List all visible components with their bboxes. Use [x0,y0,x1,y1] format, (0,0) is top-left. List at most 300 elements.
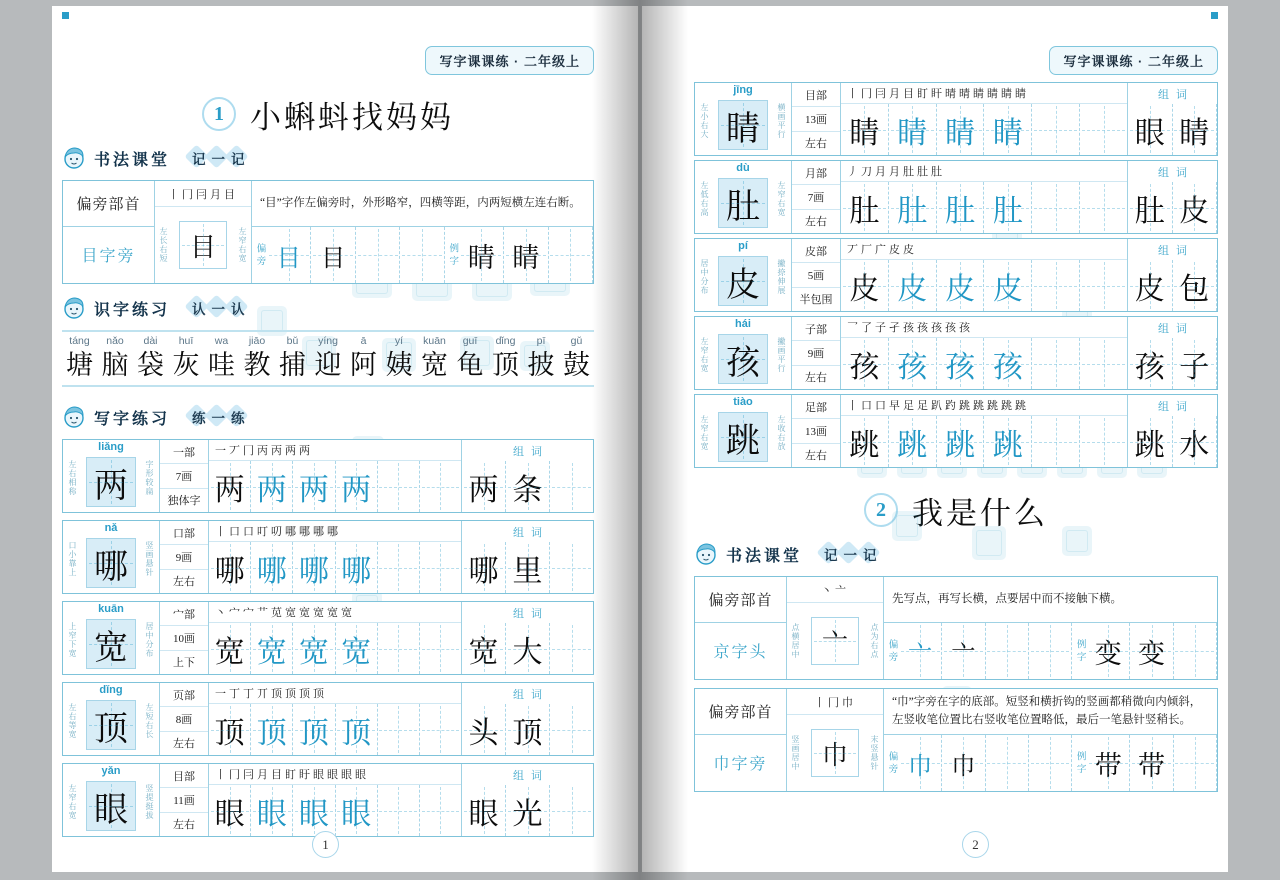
radical-model-box [179,221,227,269]
stroke-count-label: 5画 [792,263,840,287]
practice-cell-empty [378,623,420,674]
recognition-item [524,335,559,381]
pinyin-label: pī [536,335,546,347]
practice-row [694,82,1218,156]
radical-label: 月部 [792,161,840,185]
practice-area [209,764,461,836]
radical-model-char: 亠 [821,628,848,658]
word-cell: 跳 [1128,416,1173,467]
radical-table-labels [695,689,787,791]
radical-head-label: 偏旁部首 [708,703,773,721]
page-left [52,6,638,872]
practice-cell: 皮 [984,260,1032,311]
example-cell: 带 [1130,735,1173,791]
practice-cell [400,227,444,283]
model-char-box [86,619,136,669]
stroke-count-label: 10画 [160,626,208,650]
section-heading [694,538,1218,570]
practice-row [62,682,594,756]
radical-note-right: 左窄右宽 [238,227,247,263]
radical-model-char: 目 [189,232,216,262]
char-info-column [791,83,841,155]
recognition-char: 捕 [279,350,306,380]
radical-head-label: 偏旁部首 [76,195,141,213]
example-cell: 睛 [504,227,548,283]
word-cell: 包 [1173,260,1218,311]
word-block [1127,395,1217,467]
recognition-item [417,335,452,381]
page-number: 2 [962,831,989,858]
calligraphy-note-right: 竖画悬针 [145,541,154,577]
recognition-item [346,335,381,381]
stroke-order: 丶宀宀艹苋宽宽宽宽宽 [209,602,461,623]
word-cell: 皮 [1128,260,1173,311]
practice-cell-empty [420,623,461,674]
pinyin-label: huī [178,335,194,347]
recognition-char: 哇 [208,350,235,380]
calligraphy-note-left: 居中分布 [700,259,709,295]
stroke-count-label: 13画 [792,419,840,443]
word-cell: 条 [506,461,550,512]
practice-cell-empty [378,461,420,512]
radical-label: 足部 [792,395,840,419]
practice-cell: 跳 [841,416,889,467]
char-summary [63,602,159,674]
word-label: 组词 [1158,88,1194,101]
calligraphy-note-right: 居中分布 [145,622,154,658]
model-char: 睛 [726,110,760,148]
model-char: 顶 [94,710,128,748]
lesson-title-block [694,472,1218,534]
model-char-box [718,334,768,384]
char-info-column [159,683,209,755]
practice-area [841,395,1127,467]
practice-cell [1029,623,1072,679]
stroke-count-label: 8画 [160,707,208,731]
model-char-box [86,700,136,750]
char-summary [695,395,791,467]
radical-label: 目部 [160,764,208,788]
practice-row [694,238,1218,312]
practice-cell: 肚 [889,182,937,233]
practice-cell: 两 [293,461,335,512]
practice-cell: 孩 [984,338,1032,389]
radical-model-box [811,729,859,777]
practice-cell: 目 [267,227,311,283]
calligraphy-note-left: 左低右高 [700,181,709,217]
recognition-item [204,335,239,381]
word-cell: 光 [506,785,550,836]
mascot-icon [62,404,86,430]
char-summary [63,521,159,593]
section-sublabel-text: 认一认 [192,301,251,317]
model-char-box [86,781,136,831]
recognition-char: 披 [527,350,555,380]
char-summary [695,83,791,155]
lizi-label: 例字 [1074,638,1086,664]
watermark-stamp [892,511,922,541]
page-right [642,6,1228,872]
practice-cell [1029,735,1072,791]
practice-row [694,394,1218,468]
pinyin-label: hái [735,318,751,330]
pinyin-label: yíng [318,335,338,347]
radical-model-column [155,181,252,283]
section-sublabel-text: 记一记 [824,547,883,563]
structure-label: 左右 [173,819,195,832]
practice-cell: 睛 [889,104,937,155]
model-char-box [86,457,136,507]
word-cell-empty [550,542,593,593]
lizi-label: 例字 [1074,750,1086,776]
lesson-number: 2 [864,493,898,527]
word-cell: 两 [462,461,506,512]
practice-cell: 眼 [251,785,293,836]
recognition-char: 脑 [101,350,129,380]
word-block [461,683,593,755]
practice-cell: 两 [251,461,293,512]
structure-label: 左右 [173,576,195,589]
recognition-strip [62,330,594,387]
practice-cell: 跳 [937,416,985,467]
practice-cell: 顶 [293,704,335,755]
word-cell-empty [550,704,593,755]
model-char: 跳 [726,422,760,460]
word-block [461,602,593,674]
mascot-icon [694,541,718,567]
pianpang-label: 偏旁 [254,242,266,268]
practice-row [62,601,594,675]
radical-label: 皮部 [792,239,840,263]
practice-cell-empty [1080,416,1127,467]
char-summary [695,317,791,389]
calligraphy-note-right: 竖提挺拔 [145,784,154,820]
model-char: 两 [94,467,128,505]
word-cell-empty [550,461,593,512]
recognition-item [133,335,168,381]
word-label: 组词 [513,769,549,782]
calligraphy-note-left: 左窄右宽 [68,784,77,820]
word-label: 组词 [513,607,549,620]
model-char: 眼 [94,791,128,829]
word-label: 组词 [513,688,549,701]
practice-cell-empty [420,785,461,836]
model-char: 哪 [94,548,128,586]
practice-cell: 顶 [209,704,251,755]
recognition-item [488,335,523,381]
char-summary [63,764,159,836]
model-char: 肚 [726,188,760,226]
stroke-count-label: 9画 [792,341,840,365]
section-sublabel-text: 记一记 [192,151,251,167]
radical-note-right: 点为右点 [870,623,879,659]
practice-area [209,602,461,674]
calligraphy-tip: 先写点，再写长横，点要居中而不接触下横。 [884,577,1217,623]
practice-cell-empty [420,461,461,512]
recognition-char: 迎 [314,350,342,380]
calligraphy-tip: “目”字作左偏旁时，外形略窄，四横等距，内两短横左连右断。 [252,181,593,227]
practice-cell: 眼 [336,785,378,836]
stroke-order: 丨冂冃月目盯盱眼眼眼眼 [209,764,461,785]
radical-name-label: 目字旁 [63,226,154,283]
radical-practice-row [884,735,1217,791]
book-header: 写字课课练 · 二年级上 [425,46,594,75]
practice-cell: 宽 [251,623,293,674]
section-title: 识字练习 [94,301,171,319]
practice-cell: 宽 [336,623,378,674]
practice-cell: 孩 [937,338,985,389]
recognition-char: 鼓 [563,350,590,380]
practice-cell: 肚 [984,182,1032,233]
char-info-column [791,161,841,233]
word-label: 组词 [513,445,549,458]
book-header: 写字课课练 · 二年级上 [1049,46,1218,75]
practice-cell: 两 [336,461,378,512]
word-cell: 哪 [462,542,506,593]
structure-label: 独体字 [167,495,201,508]
practice-area [209,440,461,512]
practice-area [209,683,461,755]
radical-stroke-order: 丨冂冃月目 [155,181,251,207]
calligraphy-note-left: 左右相称 [68,460,77,496]
pinyin-label: táng [69,335,90,347]
radical-name-label: 巾字旁 [695,734,786,791]
radical-practice-row [884,623,1217,679]
pianpang-label: 偏旁 [886,638,898,664]
radical-note-left: 竖画居中 [791,735,800,771]
pinyin-label: liǎng [98,441,124,453]
char-summary [63,440,159,512]
practice-cell [986,623,1029,679]
lesson-number: 1 [202,97,236,131]
structure-label: 半包围 [799,294,833,307]
model-char-box [718,178,768,228]
calligraphy-note-left: 左窄右宽 [700,415,709,451]
word-cell: 宽 [462,623,506,674]
practice-cell: 哪 [293,542,335,593]
recognition-char: 塘 [66,350,93,380]
recognition-char: 教 [243,350,271,380]
word-label: 组词 [513,526,549,539]
word-label: 组词 [1158,322,1194,335]
practice-row [62,763,594,837]
radical-label: 目部 [792,83,840,107]
pinyin-label: dài [143,335,158,347]
lizi-label: 例字 [447,242,459,268]
stroke-count-label: 9画 [160,545,208,569]
stroke-order: 丆厂广皮皮 [841,239,1127,260]
radical-practice-row [252,227,593,283]
pinyin-label: kuān [423,335,446,347]
stroke-count-label: 7画 [160,464,208,488]
pinyin-label: guī [462,335,478,347]
pinyin-label: jīng [733,84,753,96]
recognition-char: 阿 [350,350,377,380]
word-label: 组词 [1158,244,1194,257]
pinyin-label: yí [394,335,404,347]
practice-cell: 肚 [937,182,985,233]
word-cell: 大 [506,623,550,674]
pinyin-label: jiāo [248,335,266,347]
word-block [1127,161,1217,233]
stroke-count-label: 13画 [792,107,840,131]
radical-model-box [811,617,859,665]
radical-head-label: 偏旁部首 [708,591,773,609]
practice-cell-empty [1080,338,1127,389]
pianpang-label: 偏旁 [886,750,898,776]
practice-cell-empty [1080,260,1127,311]
calligraphy-note-right: 字形较扁 [145,460,154,496]
model-char-box [86,538,136,588]
word-label: 组词 [1158,400,1194,413]
word-block [1127,83,1217,155]
pinyin-label: wa [214,335,229,347]
example-cell: 变 [1087,623,1130,679]
structure-label: 左右 [805,450,827,463]
word-cell: 眼 [462,785,506,836]
calligraphy-note-left: 左窄右宽 [700,337,709,373]
practice-cell: 皮 [889,260,937,311]
practice-cell: 皮 [937,260,985,311]
model-char-box [718,100,768,150]
example-cell [1174,735,1217,791]
practice-cell: 眼 [293,785,335,836]
practice-cell: 皮 [841,260,889,311]
char-info-column [791,317,841,389]
example-cell: 带 [1087,735,1130,791]
structure-label: 左右 [805,138,827,151]
char-info-column [159,602,209,674]
recognition-item [240,335,275,381]
section-heading [62,292,594,324]
section-sublabel-text: 练一练 [192,410,251,426]
word-cell: 顶 [506,704,550,755]
calligraphy-note-right: 左收右放 [777,415,786,451]
model-char-box [718,256,768,306]
lesson-title: 小蝌蚪找妈妈 [250,99,454,135]
practice-cell: 两 [209,461,251,512]
radical-note-left: 点横居中 [791,623,800,659]
model-char: 孩 [726,344,760,382]
word-cell-empty [550,623,593,674]
calligraphy-tip: “巾”字旁在字的底部。短竖和横折钩的竖画都稍微向内倾斜，左竖收笔位置比右竖收笔位置略低，最后一笔悬针竖稍长。 [884,689,1217,735]
practice-cell-empty [1080,182,1127,233]
stroke-order: 丨口口早足足趴趵跳跳跳跳跳 [841,395,1127,416]
practice-cell-empty [1032,416,1080,467]
pinyin-label: yǎn [101,765,121,777]
example-cell [1174,623,1217,679]
calligraphy-note-right: 左短右长 [145,703,154,739]
radical-label: 口部 [160,521,208,545]
stroke-order: 乛了子孑孩孩孩孩孩 [841,317,1127,338]
stroke-order: 丨口口叮叨哪哪哪哪 [209,521,461,542]
practice-cell: 亠 [942,623,985,679]
section-title: 写字练习 [94,410,171,428]
practice-cell-empty [378,785,420,836]
section-sublabel [184,295,259,322]
practice-area [841,161,1127,233]
practice-cell [356,227,400,283]
pinyin-label: dù [736,162,750,174]
practice-row [694,160,1218,234]
practice-row [694,316,1218,390]
section-sublabel [184,145,259,172]
section-sublabel [816,541,891,568]
practice-cell-empty [378,704,420,755]
calligraphy-note-right: 左窄右宽 [777,181,786,217]
pinyin-label: kuān [98,603,124,615]
char-summary [695,161,791,233]
char-summary [63,683,159,755]
word-block [461,521,593,593]
calligraphy-note-right: 撇捺伸展 [777,259,786,295]
structure-label: 左右 [173,738,195,751]
radical-label: 页部 [160,683,208,707]
calligraphy-note-right: 横画平行 [777,103,786,139]
practice-cell: 巾 [942,735,985,791]
word-cell: 眼 [1128,104,1173,155]
char-info-column [791,239,841,311]
practice-area [209,521,461,593]
section-title: 书法课堂 [94,151,171,169]
radical-model-char: 巾 [821,740,848,770]
practice-cell: 肚 [841,182,889,233]
model-char: 宽 [94,629,128,667]
recognition-item [275,335,310,381]
char-info-column [159,440,209,512]
practice-cell-empty [378,542,420,593]
calligraphy-note-left: 左右等宽 [68,703,77,739]
recognition-char: 袋 [137,350,164,380]
practice-cell-empty [1080,104,1127,155]
word-cell: 睛 [1173,104,1218,155]
radical-intro-table [62,180,594,284]
pinyin-label: bǔ [286,335,299,347]
word-cell: 孩 [1128,338,1173,389]
practice-cell: 孩 [889,338,937,389]
section-heading [62,401,594,433]
stroke-order: 一丆冂丙丙两两 [209,440,461,461]
practice-cell: 哪 [209,542,251,593]
practice-cell-empty [1032,338,1080,389]
structure-label: 上下 [173,657,195,670]
radical-model-column [787,577,884,679]
radical-table-labels [63,181,155,283]
practice-area [841,83,1127,155]
word-cell-empty [550,785,593,836]
practice-cell: 睛 [984,104,1032,155]
stroke-count-label: 11画 [160,788,208,812]
practice-cell: 顶 [251,704,293,755]
calligraphy-note-left: 口小靠上 [68,541,77,577]
recognition-item [98,335,133,381]
practice-cell: 孩 [841,338,889,389]
char-summary [695,239,791,311]
model-char: 皮 [726,266,760,304]
word-block [461,764,593,836]
practice-cell-empty [420,704,461,755]
word-label: 组词 [1158,166,1194,179]
recognition-item [382,335,417,381]
practice-cell: 睛 [937,104,985,155]
pinyin-label: ā [360,335,367,347]
practice-cell-empty [1032,104,1080,155]
calligraphy-note-right: 撇画平行 [777,337,786,373]
stroke-order: 丨冂冃月目盯盰晴晴睛睛睛睛 [841,83,1127,104]
radical-name-label: 京字头 [695,622,786,679]
stroke-count-label: 7画 [792,185,840,209]
structure-label: 左右 [805,372,827,385]
